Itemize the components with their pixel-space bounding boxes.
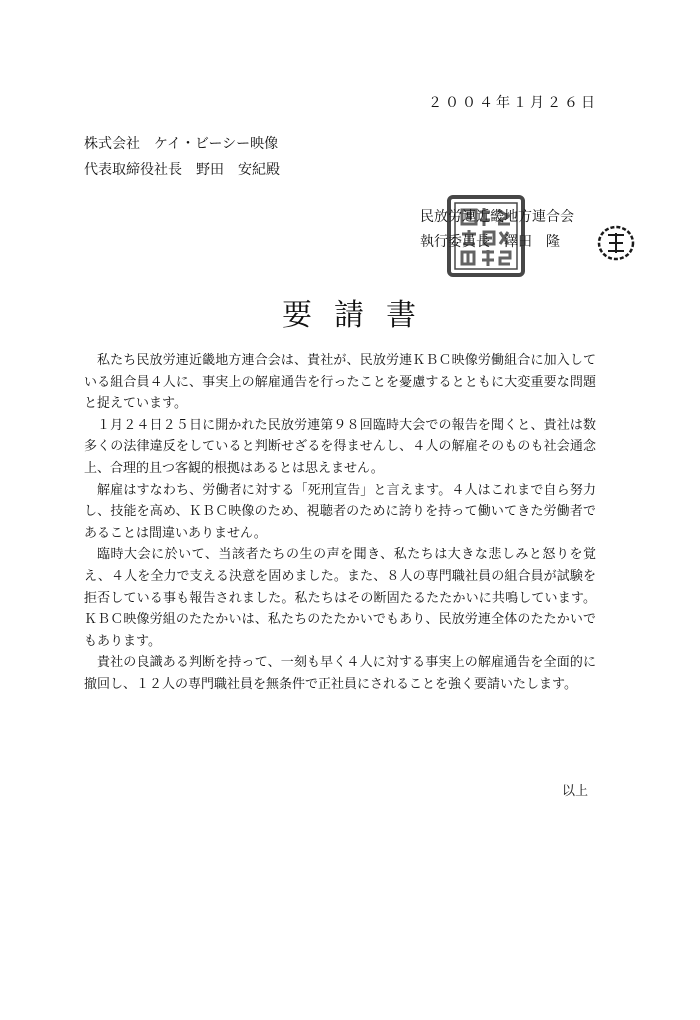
paragraph: １月２４日２５日に開かれた民放労連第９８回臨時大会での報告を聞くと、貴社は数多くの法律違反をしていると判断せざるを得ませんし、４人の解雇そのものも社会通念上、合理的且つ客観的根拠はあるとは思えません。 [84, 417, 596, 476]
sender-org: 民放労連近畿地方連合会 [420, 209, 574, 225]
recipient-person: 代表取締役社長 野田 安紀殿 [84, 162, 280, 178]
paragraph: 貴社の良識ある判断を持って、一刻も早く４人に対する事実上の解雇通告を全面的に撤回し、１２人の専門職社員を無条件で正社員にされることを強く要請いたします。 [84, 655, 596, 692]
paragraph: 私たち民放労連近畿地方連合会は、貴社が、民放労連ＫＢＣ映像労働組合に加入している組合員４人に、事実上の解雇通告を行ったことを憂慮するとともに大変重要な問題と捉えています。 [84, 353, 596, 412]
paragraph: 臨時大会に於いて、当該者たちの生の声を聞き、私たちは大きな悲しみと怒りを覚え、４人を全力で支える決意を固めました。また、８人の専門職社員の組合員が試験を拒否している事も報告されました。私たちはその断固たるたたかいに共鳴しています。ＫＢＣ映像労組のたたかいは、私たちのたたかいでもあり、民放労連全体のたたかいでもあります。 [84, 547, 596, 649]
recipient-block [84, 131, 280, 183]
letter-body [84, 350, 596, 696]
document-title: 要請書 [282, 298, 438, 333]
paragraph: 解雇はすなわち、労働者に対する「死刑宣告」と言えます。４人はこれまで自ら努力し、技能を高め、ＫＢＣ映像のため、視聴者のために誇りを持って働いてきた労働者であることは間違いありません。 [84, 482, 596, 541]
organization-seal-icon [446, 194, 526, 278]
letter-date: ２００４年１月２６日 [428, 95, 598, 111]
recipient-company: 株式会社 ケイ・ビーシー映像 [84, 136, 279, 152]
sender-rep: 執行委員長 澤田 隆 [420, 234, 560, 250]
closing-mark: 以上 [561, 784, 588, 799]
personal-seal-icon [596, 224, 636, 262]
